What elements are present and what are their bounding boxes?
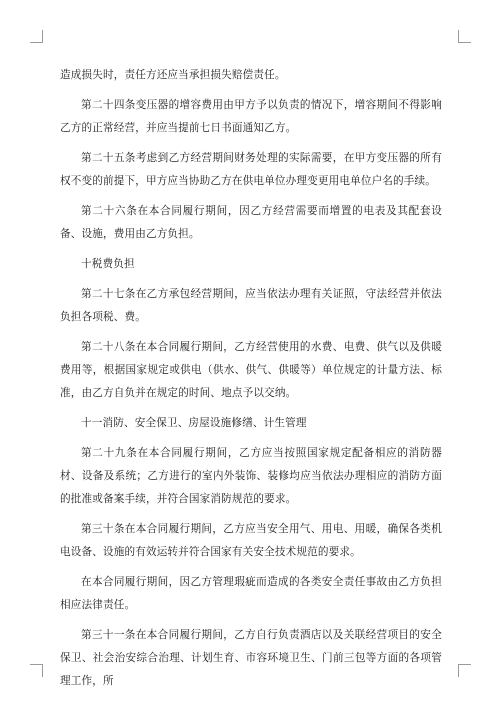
crop-mark-bottom-left	[30, 664, 43, 677]
paragraph: 第二十四条变压器的增容费用由甲方予以负责的情况下，增容期间不得影响乙方的正常经营，并应当提前七日书面通知乙方。	[60, 99, 442, 134]
crop-mark-bottom-right	[458, 664, 471, 677]
paragraph: 第二十六条在本合同履行期间，因乙方经营需要而增置的电表及其配套设备、设施，费用由乙方负担。	[60, 205, 442, 240]
crop-mark-top-right	[458, 30, 471, 43]
paragraph: 第三十条在本合同履行期间，乙方应当安全用气、用电、用暖，确保各类机电设备、设施的有效运转并符合国家有关安全技术规范的要求。	[60, 523, 442, 558]
paragraph: 第二十九条在本合同履行期间，乙方应当按照国家规定配备相应的消防器材、设备及系统；乙方进行的室内外装饰、装修均应当依法办理相应的消防方面的批准或备案手续，并符合国家消防规范的要求。	[60, 447, 442, 505]
paragraph: 第二十五条考虑到乙方经营期间财务处理的实际需要，在甲方变压器的所有权不变的前提下，甲方应当协助乙方在供电单位办理变更用电单位户名的手续。	[60, 152, 442, 187]
crop-mark-top-left	[30, 30, 43, 43]
paragraph: 造成损失时，责任方还应当承担损失赔偿责任。	[60, 69, 286, 81]
section-heading: 十税费负担	[81, 258, 135, 270]
paragraph: 第二十七条在乙方承包经营期间，应当依法办理有关证照，守法经营并依法负担各项税、费。	[60, 288, 442, 323]
paragraph: 第三十一条在本合同履行期间，乙方自行负责酒店以及关联经营项目的安全保卫、社会治安综合治理、计划生育、市容环境卫生、门前三包等方面的各项管理工作，所	[60, 629, 442, 687]
paragraph: 第二十八条在本合同履行期间，乙方经营使用的水费、电费、供气以及供暖费用等，根据国家规定或供电（供水、供气、供暖等）单位规定的计量方法、标准，由乙方自负并在规定的时间、地点予以交纳。	[60, 341, 442, 399]
paragraph: 在本合同履行期间，因乙方管理瑕疵而造成的各类安全责任事故由乙方负担相应法律责任。	[60, 576, 442, 611]
section-heading: 十一消防、安全保卫、房屋设施修缮、计生管理	[81, 417, 307, 429]
document-body	[60, 64, 442, 700]
